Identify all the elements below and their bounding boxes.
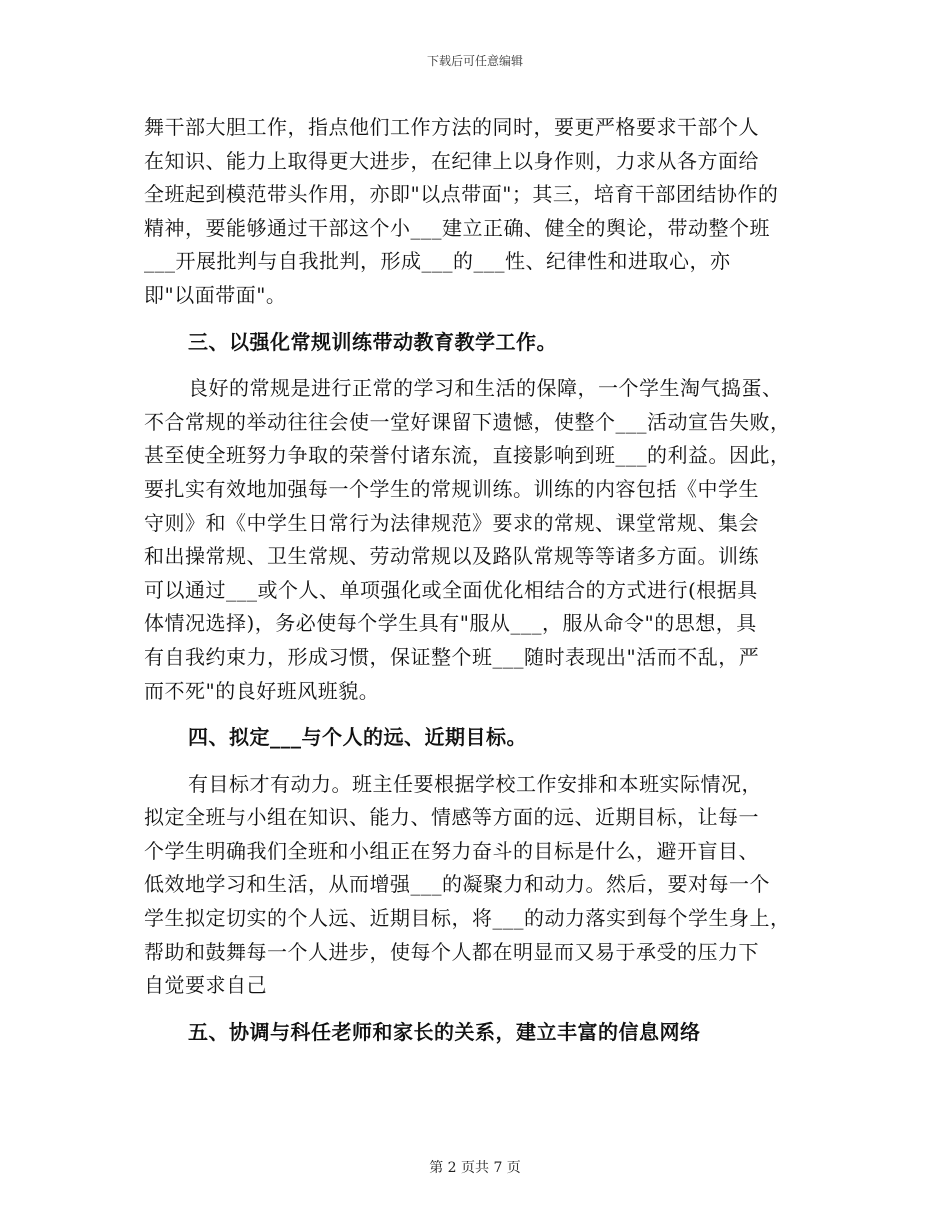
text-line: 低效地学习和生活，从而增强___的凝聚力和动力。然后，要对每一个: [144, 872, 770, 897]
paragraph: [144, 111, 824, 313]
text-line: 而不死"的良好班风班貌。: [144, 678, 380, 703]
text-line: 在知识、能力上取得更大进步，在纪律上以身作则，力求从各方面给: [144, 148, 759, 173]
text-line: 精神，要能够通过干部这个小___建立正确、健全的舆论，带动整个班: [144, 215, 770, 240]
section-heading-3: 三、以强化常规训练带动教育教学工作。: [188, 329, 557, 354]
text-line: 学生拟定切实的个人远、近期目标，将___的动力落实到每个学生身上，: [144, 906, 791, 931]
text-line: 拟定全班与小组在知识、能力、情感等方面的远、近期目标，让每一: [144, 805, 759, 830]
text-line: 个学生明确我们全班和小组正在努力奋斗的目标是什么，避开盲目、: [144, 838, 759, 863]
page-footer: 第 2 页共 7 页: [429, 1160, 521, 1176]
text-line: 甚至使全班努力争取的荣誉付诸东流，直接影响到班___的利益。因此，: [144, 443, 791, 468]
paragraph: [144, 372, 824, 708]
section-heading-4: 四、拟定___与个人的远、近期目标。: [188, 725, 527, 750]
text-line: 全班起到模范带头作用，亦即"以点带面"；其三，培育干部团结协作的: [144, 182, 779, 207]
text-line: 守则》和《中学生日常行为法律规范》要求的常规、课堂常规、集会: [144, 510, 759, 535]
text-line: 有目标才有动力。班主任要根据学校工作安排和本班实际情况，: [188, 771, 762, 796]
text-line: ___开展批判与自我批判，形成___的___性、纪律性和进取心，亦: [144, 249, 731, 274]
text-line: 自觉要求自己: [144, 973, 267, 998]
text-line: 即"以面带面"。: [144, 282, 287, 307]
text-line: 舞干部大胆工作，指点他们工作方法的同时，要更严格要求干部个人: [144, 115, 759, 139]
section-heading-5: 五、协调与科任老师和家长的关系，建立丰富的信息网络: [188, 1019, 701, 1044]
text-line: 不合常规的举动往往会使一堂好课留下遗憾，使整个___活动宣告失败，: [144, 409, 791, 434]
text-line: 体情况选择)，务必使每个学生具有"服从___，服从命令"的思想，具: [144, 611, 757, 636]
text-line: 要扎实有效地加强每一个学生的常规训练。训练的内容包括《中学生: [144, 476, 759, 501]
page-header: 下载后可任意编辑: [426, 54, 523, 68]
text-line: 和出操常规、卫生常规、劳动常规以及路队常规等等诸多方面。训练: [144, 544, 759, 569]
text-line: 良好的常规是进行正常的学习和生活的保障，一个学生淘气捣蛋、: [188, 376, 783, 401]
text-line: 有自我约束力，形成习惯，保证整个班___随时表现出"活而不乱，严: [144, 644, 760, 669]
text-line: 帮助和鼓舞每一个人进步，使每个人都在明显而又易于承受的压力下: [144, 939, 759, 964]
text-line: 可以通过___或个人、单项强化或全面优化相结合的方式进行(根据具: [144, 577, 758, 602]
document-body: [144, 111, 824, 1049]
paragraph: [144, 768, 824, 1003]
